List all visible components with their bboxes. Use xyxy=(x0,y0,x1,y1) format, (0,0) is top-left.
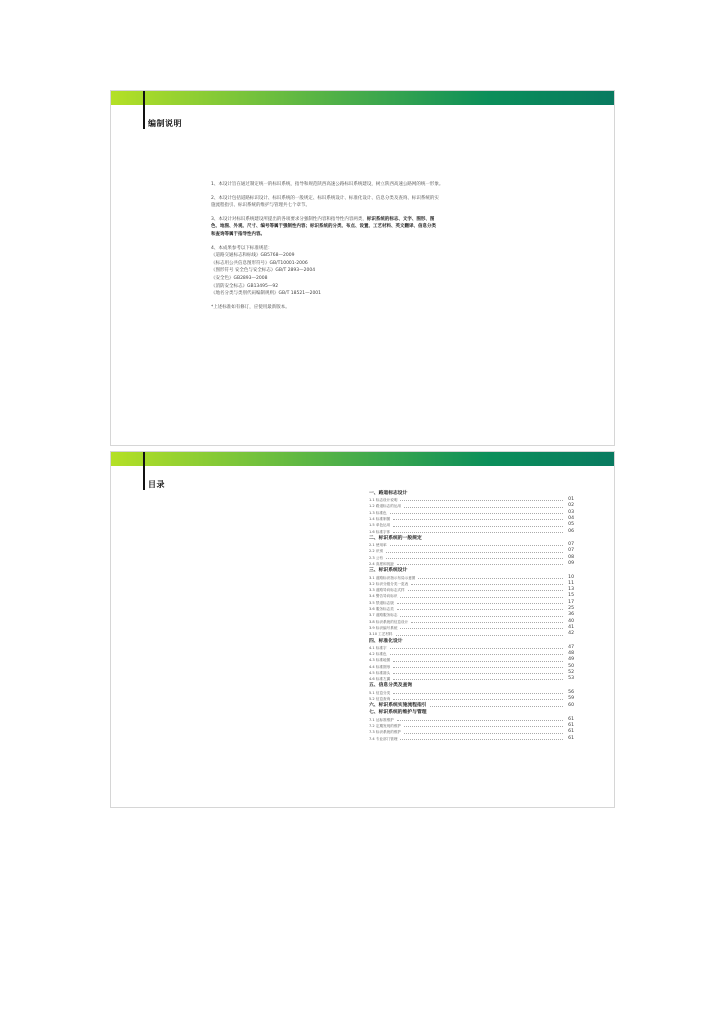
dot-leader xyxy=(430,706,563,707)
dot-leader xyxy=(411,584,563,585)
toc-entry-title: 1.5 单色运用 xyxy=(369,523,391,528)
toc-page-number: 01 xyxy=(568,497,574,503)
toc-entry-title: 7.4 专业部门管理 xyxy=(369,736,398,741)
toc-page-number: 56 xyxy=(568,689,574,695)
dot-leader xyxy=(393,519,563,520)
toc-section-title[interactable]: 一、路道标志设计 xyxy=(369,491,408,496)
paragraph-line: 《安全色》GB2893—2008 xyxy=(211,275,268,281)
dot-leader xyxy=(400,616,563,617)
toc-entry-title: 3.1 道路标识指示布局示意图 xyxy=(369,575,416,580)
toc-entry-title: 1.4 标准制图 xyxy=(369,517,391,522)
dot-leader xyxy=(397,603,563,604)
toc-page-number: 07 xyxy=(568,542,574,548)
paragraph-line: 4、本成果参考以下标准规范： xyxy=(211,245,273,251)
table-of-contents xyxy=(369,490,574,742)
toc-section-title[interactable]: 七、标识系统的维护与管理 xyxy=(369,710,427,716)
toc-entry-title: 3.8 标识系统的信息设计 xyxy=(369,619,409,624)
document-page-preface xyxy=(110,90,615,446)
dot-leader xyxy=(390,545,563,546)
toc-entry[interactable] xyxy=(369,736,574,742)
paragraph-line xyxy=(211,231,519,239)
dot-leader xyxy=(386,558,563,559)
toc-entry-title: 5.2 信息查询 xyxy=(369,696,391,701)
toc-page-number: 61 xyxy=(568,735,574,741)
dot-leader xyxy=(390,648,563,649)
paragraph-line: 《图形符号 安全色与安全标志》GB/T 2893—2004 xyxy=(211,268,316,274)
dot-leader xyxy=(393,532,563,533)
heading-marker-bar xyxy=(143,91,145,129)
dot-leader xyxy=(393,661,563,662)
dot-leader xyxy=(404,733,563,734)
toc-entry-title: 2.2 识别 xyxy=(369,549,384,554)
toc-entry-title: 3.3 道路导向标志式样 xyxy=(369,588,405,593)
paragraph-line xyxy=(211,223,519,231)
dot-leader xyxy=(386,552,563,553)
toc-entry-title: 5.1 信息分类 xyxy=(369,690,391,695)
toc-entry-title: 3.9 标识编号系统 xyxy=(369,625,398,630)
toc-entry-title: 3.7 道路服务标志 xyxy=(369,613,398,618)
paragraph-line: 施流程指引、标识系统的维护与管理共七个章节。 xyxy=(211,203,310,209)
toc-page-number: 36 xyxy=(568,612,574,618)
paragraph-line: 《地名分类与类别代码编制规则》GB/T 18521—2001 xyxy=(211,291,322,297)
toc-entry-title: 3.10 工艺材料 xyxy=(369,632,393,637)
toc-page-number: 04 xyxy=(568,516,574,522)
toc-entry-title: 4.2 标准色 xyxy=(369,651,387,656)
toc-page-number: 41 xyxy=(568,624,574,630)
page-title: 编制说明 xyxy=(148,119,182,128)
dot-leader xyxy=(404,726,563,727)
toc-page-number: 52 xyxy=(568,669,574,675)
toc-entry-title: 1.2 路道标志的运用 xyxy=(369,504,402,509)
toc-entry-title: 7.3 标识系统的维护 xyxy=(369,730,402,735)
preface-paragraph xyxy=(211,195,519,210)
gradient-header-band xyxy=(111,91,614,105)
toc-page-number: 09 xyxy=(568,561,574,567)
toc-entry-title: 7.1 达标准维护 xyxy=(369,717,394,722)
dot-leader xyxy=(400,597,563,598)
document-page-contents xyxy=(110,451,615,808)
dot-leader xyxy=(411,622,563,623)
toc-entry-title: 3.6 服务标志类 xyxy=(369,607,394,612)
toc-entry-title: 1.3 标准色 xyxy=(369,510,387,515)
paragraph-line xyxy=(211,216,519,224)
dot-leader xyxy=(418,578,563,579)
dot-leader xyxy=(397,720,563,721)
toc-entry-title: 4.3 标准地图 xyxy=(369,658,391,663)
toc-page-number: 48 xyxy=(568,650,574,656)
page-title: 目录 xyxy=(148,480,165,489)
toc-page-number: 59 xyxy=(568,695,574,701)
emphasized-text: 色、地图、外观、尺寸、编号等属于强制性内容；标识系统的分类、布点、设置、工艺材料、英文翻译、信息分类 xyxy=(211,224,436,230)
toc-section-title[interactable]: 四、标准化设计 xyxy=(369,638,403,644)
toc-entry-title: 4.5 标准箭头 xyxy=(369,670,391,675)
toc-page-number: 50 xyxy=(568,663,574,669)
toc-section-heading[interactable] xyxy=(369,702,574,709)
heading-marker-bar xyxy=(143,452,145,490)
toc-entry-title: 1.1 标志设计说明 xyxy=(369,498,398,503)
dot-leader xyxy=(400,628,563,629)
dot-leader xyxy=(390,654,563,655)
toc-page-number: 10 xyxy=(568,574,574,580)
dot-leader xyxy=(404,507,563,508)
preface-body xyxy=(211,181,519,317)
dot-leader xyxy=(393,679,563,680)
toc-section-title[interactable]: 五、信息分类及查询 xyxy=(369,683,413,689)
toc-entry-title: 2.1 使用率 xyxy=(369,543,387,548)
toc-entry-title: 4.1 标准字 xyxy=(369,645,387,650)
paragraph-line: 《标志用公共信息图形符号》GB/T10001-2006 xyxy=(211,260,308,266)
dot-leader xyxy=(393,673,563,674)
toc-entry-title: 4.4 标准图形 xyxy=(369,664,391,669)
paragraph-line: 《道路交通标志和标线》GB5768—2009 xyxy=(211,253,295,259)
dot-leader xyxy=(400,739,563,740)
preface-paragraph xyxy=(211,181,519,189)
toc-entry-title: 2.4 高度和视距 xyxy=(369,562,394,567)
toc-entry-title: 3.5 禁道标志版 xyxy=(369,600,394,605)
plain-text: 3、本设计对标识系统建设所提出的各项要求分强制性内容和指导性内容两类， xyxy=(211,216,367,222)
toc-entry-title: 1.6 标准字体 xyxy=(369,529,391,534)
toc-page-number: 06 xyxy=(568,528,574,534)
toc-page-number: 07 xyxy=(568,548,574,554)
preface-paragraph xyxy=(211,245,519,298)
emphasized-text: 和查询等属于指导性内容。 xyxy=(211,231,265,237)
toc-page-number: 08 xyxy=(568,554,574,560)
toc-page-number: 42 xyxy=(568,631,574,637)
dot-leader xyxy=(393,667,563,668)
toc-page-number: 61 xyxy=(568,716,574,722)
toc-page-number: 60 xyxy=(568,703,574,709)
paragraph-line: 《消防安全标志》GB13495—92 xyxy=(211,283,279,289)
toc-page-number: 13 xyxy=(568,587,574,593)
preface-paragraph xyxy=(211,304,519,312)
toc-page-number: 03 xyxy=(568,509,574,515)
dot-leader xyxy=(393,526,563,527)
dot-leader xyxy=(393,693,563,694)
toc-page-number: 05 xyxy=(568,522,574,528)
toc-page-number: 61 xyxy=(568,722,574,728)
toc-page-number: 02 xyxy=(568,503,574,509)
paragraph-line: 1、本设计旨在通过制定统一的标识系统，指导和规范陕西高速公路标识系统建设，树立陕西高速公路网的统一形象。 xyxy=(211,182,444,187)
dot-leader xyxy=(400,500,563,501)
dot-leader xyxy=(408,590,563,591)
paragraph-line: 2、本设计包括道路标识设计、标识系统的一般规定、标识系统设计、标准化设计、信息分类及查询、标识系统的实 xyxy=(211,195,439,201)
toc-page-number: 17 xyxy=(568,599,574,605)
toc-page-number: 25 xyxy=(568,606,574,612)
toc-entry-title: 3.2 标识分级分类一览表 xyxy=(369,581,409,586)
paragraph-line: *上述标准如有修订，应使用最新版本。 xyxy=(211,304,290,310)
toc-page-number: 61 xyxy=(568,729,574,735)
preface-paragraph xyxy=(211,216,519,239)
gradient-header-band xyxy=(111,452,614,466)
toc-entry-title: 3.4 警告导向标识 xyxy=(369,594,398,599)
emphasized-text: 标识系统的标志、文字、图形、图 xyxy=(366,216,435,222)
toc-page-number: 53 xyxy=(568,676,574,682)
toc-page-number: 11 xyxy=(568,580,574,586)
dot-leader xyxy=(396,635,563,636)
dot-leader xyxy=(397,609,563,610)
dot-leader xyxy=(390,513,563,514)
toc-section-title[interactable]: 三、标识系统设计 xyxy=(369,568,408,574)
toc-entry-title: 7.2 定期发现的维护 xyxy=(369,723,402,728)
toc-page-number: 49 xyxy=(568,657,574,663)
toc-page-number: 15 xyxy=(568,593,574,599)
toc-page-number: 47 xyxy=(568,644,574,650)
toc-section-title: 六、标识系统实施流程指引 xyxy=(369,703,427,709)
toc-section-title[interactable]: 二、标识系统的一般规定 xyxy=(369,535,422,541)
toc-entry-title: 2.3 公有 xyxy=(369,555,384,560)
toc-entry-title: 4.6 标准左翼 xyxy=(369,677,391,682)
toc-page-number: 40 xyxy=(568,618,574,624)
dot-leader xyxy=(397,564,563,565)
dot-leader xyxy=(393,699,563,700)
